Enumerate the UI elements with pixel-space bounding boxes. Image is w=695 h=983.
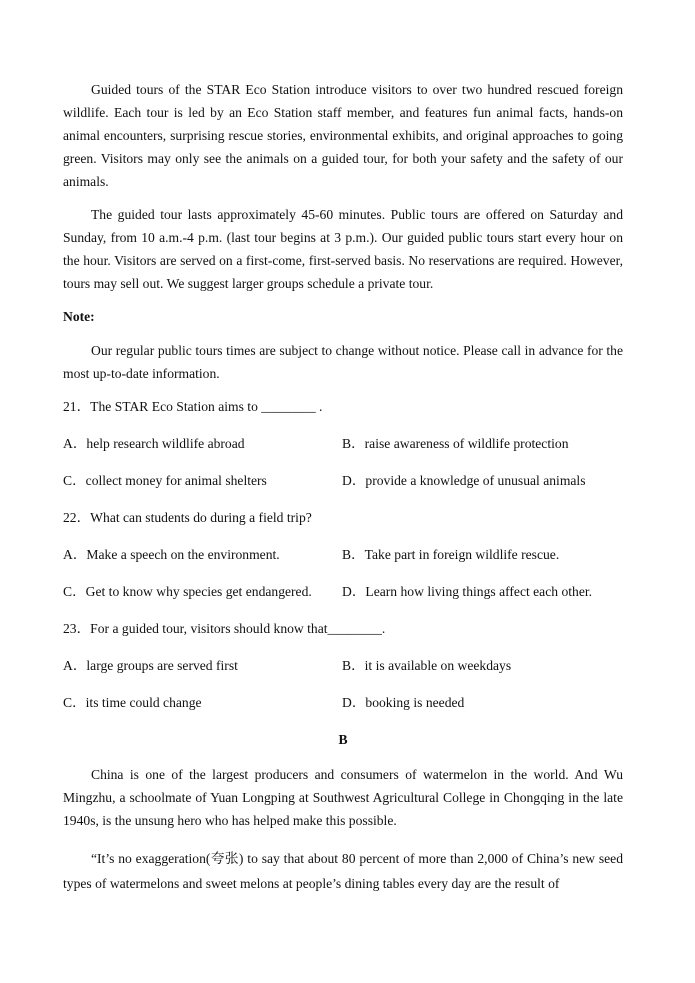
option-d: D．provide a knowledge of unusual animals	[342, 473, 586, 488]
option-a: A．large groups are served first	[63, 658, 238, 673]
answer-options	[63, 543, 623, 603]
note-label: Note:	[63, 309, 95, 324]
question-stem: 22．What can students do during a field trip?	[63, 510, 312, 525]
option-b: B．Take part in foreign wildlife rescue.	[342, 547, 560, 562]
option-a: A．help research wildlife abroad	[63, 436, 245, 451]
option-c: C．collect money for animal shelters	[63, 473, 267, 488]
option-c: C．its time could change	[63, 695, 202, 710]
option-c: C．Get to know why species get endangered.	[63, 584, 312, 599]
section-heading-b: B	[338, 732, 348, 747]
question-stem: 21．The STAR Eco Station aims to ________ .	[63, 399, 323, 414]
note-text: Our regular public tours times are subject to change without notice. Please call in advance for the most up-to-date information.	[63, 343, 623, 381]
question-23	[63, 617, 623, 714]
passage-a-paragraph-1: Guided tours of the STAR Eco Station introduce visitors to over two hundred rescued foreign wildlife. Each tour is led by an Eco Station staff member, and features fun animal facts, hands-on animal encounters, surprising rescue stories, environmental exhibits, and original approaches to going green. Visitors may only see the animals on a guided tour, for both your safety and the safety of our animals.	[63, 82, 623, 189]
option-b: B．it is available on weekdays	[342, 658, 512, 673]
document-page	[63, 78, 623, 906]
answer-options	[63, 432, 623, 492]
option-d: D．Learn how living things affect each other.	[342, 584, 593, 599]
question-stem: 23．For a guided tour, visitors should know that________.	[63, 621, 386, 636]
option-b: B．raise awareness of wildlife protection	[342, 436, 569, 451]
answer-options	[63, 654, 623, 714]
question-22	[63, 506, 623, 603]
passage-b-paragraph-2: “It’s no exaggeration(夸张) to say that about 80 percent of more than 2,000 of China’s new seed types of watermelons and sweet melons at people’s dining tables every day are the result of	[63, 851, 623, 891]
passage-a-paragraph-2: The guided tour lasts approximately 45-60 minutes. Public tours are offered on Saturday and Sunday, from 10 a.m.-4 p.m. (last tour begins at 3 p.m.). Our guided public tours start every hour on the hour. Visitors are served on a first-come, first-served basis. No reservations are required. However, tours may sell out. We suggest larger groups schedule a private tour.	[63, 207, 623, 291]
passage-b-paragraph-1: China is one of the largest producers and consumers of watermelon in the world. And Wu Mingzhu, a schoolmate of Yuan Longping at Southwest Agricultural College in Chongqing in the late 1940s, is the unsung hero who has helped make this possible.	[63, 767, 623, 828]
question-21	[63, 395, 623, 492]
option-a: A．Make a speech on the environment.	[63, 547, 280, 562]
option-d: D．booking is needed	[342, 695, 465, 710]
